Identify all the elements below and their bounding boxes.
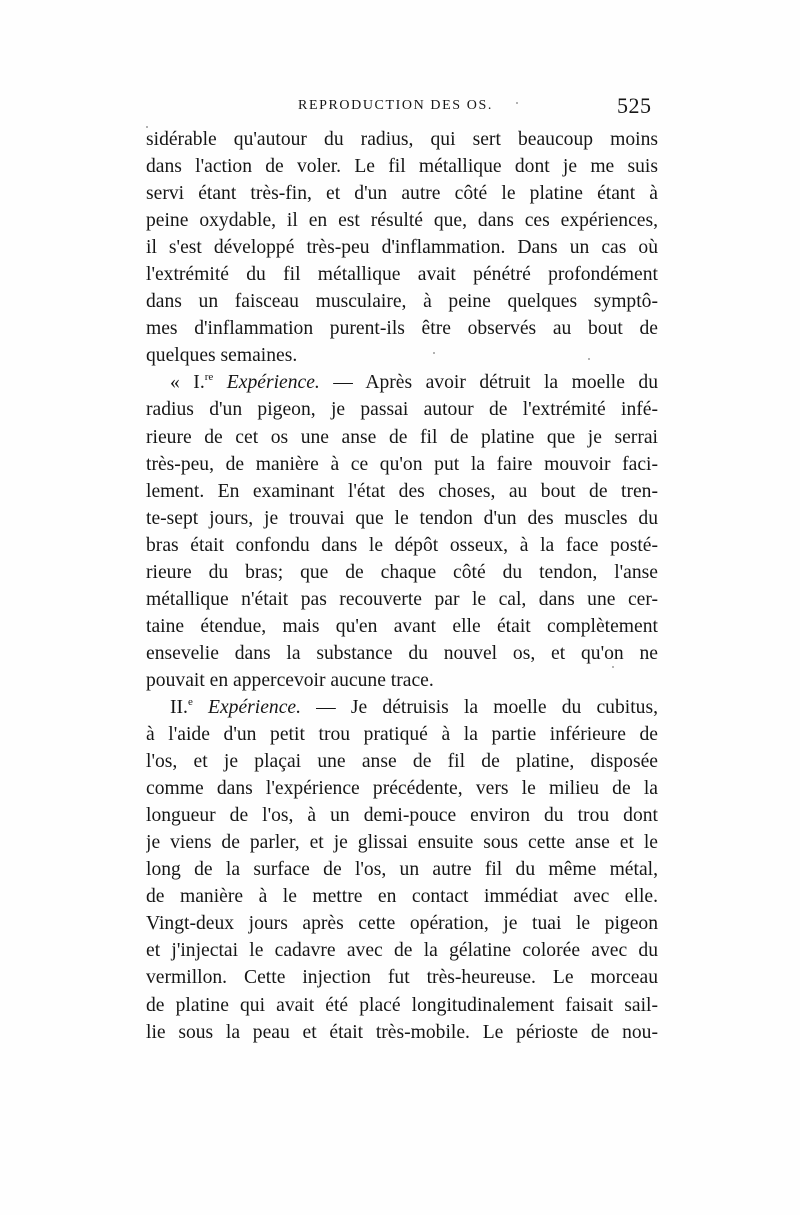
text-line: lie sous la peau et était très-mobile. Le périoste de nou-	[146, 1021, 658, 1043]
text-line: taine étendue, mais qu'en avant elle était complètement	[146, 615, 658, 637]
text-line: Vingt-deux jours après cette opération, je tuai le pigeon	[146, 913, 658, 935]
experiment-2-number: II.	[170, 696, 188, 718]
text-line: il s'est développé très-peu d'inflammation. Dans un cas où	[146, 237, 658, 259]
experiment-1-lead: Après avoir détruit la moelle du	[365, 372, 658, 394]
text-line: quelques semaines.	[146, 345, 298, 367]
text-line: servi étant très-fin, et d'un autre côté le platine étant à	[146, 183, 658, 205]
text-line: longueur de l'os, à un demi-pouce environ du trou dont	[146, 805, 658, 827]
paper-speck	[612, 666, 614, 668]
paper-speck	[588, 358, 590, 360]
text-line: métallique n'était pas recouverte par le cal, dans une cer-	[146, 588, 658, 610]
text-line: vermillon. Cette injection fut très-heureuse. Le morceau	[146, 967, 658, 989]
text-line: radius d'un pigeon, je passai autour de l'extrémité infé-	[146, 399, 658, 421]
experiment-1-superscript: re	[204, 371, 214, 384]
text-line: te-sept jours, je trouvai que le tendon d'un des muscles du	[146, 507, 658, 529]
text-line: dans l'action de voler. Le fil métallique dont je me suis	[146, 156, 658, 178]
text-line: mes d'inflammation purent-ils être observés au bout de	[146, 318, 658, 340]
text-line: à l'aide d'un petit trou pratiqué à la partie inférieure de	[146, 724, 658, 746]
text-line: rieure du bras; que de chaque côté du tendon, l'anse	[146, 561, 658, 583]
text-line: l'os, et je plaçai une anse de fil de platine, disposée	[146, 751, 658, 773]
text-line: peine oxydable, il en est résulté que, dans ces expériences,	[146, 210, 658, 232]
text-line: bras était confondu dans le dépôt osseux, à la face posté-	[146, 534, 658, 556]
text-line: l'extrémité du fil métallique avait pénétré profondément	[146, 264, 658, 286]
text-line: de platine qui avait été placé longitudinalement faisait sail-	[146, 994, 658, 1016]
text-line: sidérable qu'autour du radius, qui sert beaucoup moins	[146, 129, 658, 150]
text-line: ensevelie dans la substance du nouvel os, et qu'on ne	[146, 642, 658, 664]
text-line: lement. En examinant l'état des choses, au bout de tren-	[146, 480, 658, 502]
text-line: long de la surface de l'os, un autre fil du même métal,	[146, 859, 658, 881]
paper-speck	[433, 352, 435, 354]
experiment-1-dash: —	[333, 372, 353, 394]
experiment-2-superscript: e	[187, 695, 193, 708]
experiment-2-dash: —	[316, 696, 336, 718]
text-line: pouvait en appercevoir aucune trace.	[146, 669, 434, 691]
text-line: comme dans l'expérience précédente, vers le milieu de la	[146, 778, 658, 800]
body-text	[146, 126, 658, 1046]
text-line: rieure de cet os une anse de fil de platine que je serrai	[146, 426, 658, 448]
running-title: REPRODUCTION DES OS.	[298, 98, 493, 113]
experiment-2-lead: Je détruisis la moelle du cubitus,	[350, 696, 658, 718]
text-line: de manière à le mettre en contact immédiat avec elle.	[146, 886, 658, 908]
text-line: je viens de parler, et je glissai ensuite sous cette anse et le	[146, 832, 658, 854]
experiment-1-number: I.	[193, 372, 205, 394]
text-line: très-peu, de manière à ce qu'on put la faire mouvoir faci-	[146, 453, 658, 475]
running-header	[0, 93, 800, 128]
text-line: et j'injectai le cadavre avec de la gélatine colorée avec du	[146, 940, 658, 962]
paper-speck	[146, 126, 148, 128]
opening-quote: «	[170, 372, 180, 394]
experiment-2-title: Expérience.	[208, 696, 302, 718]
experiment-1-title: Expérience.	[226, 372, 320, 394]
experiment-1-heading-line	[146, 369, 658, 396]
text-line: dans un faisceau musculaire, à peine quelques symptô-	[146, 291, 658, 313]
page-number: 525	[617, 93, 652, 118]
experiment-2-heading-line	[146, 694, 658, 721]
paper-speck	[516, 102, 518, 104]
